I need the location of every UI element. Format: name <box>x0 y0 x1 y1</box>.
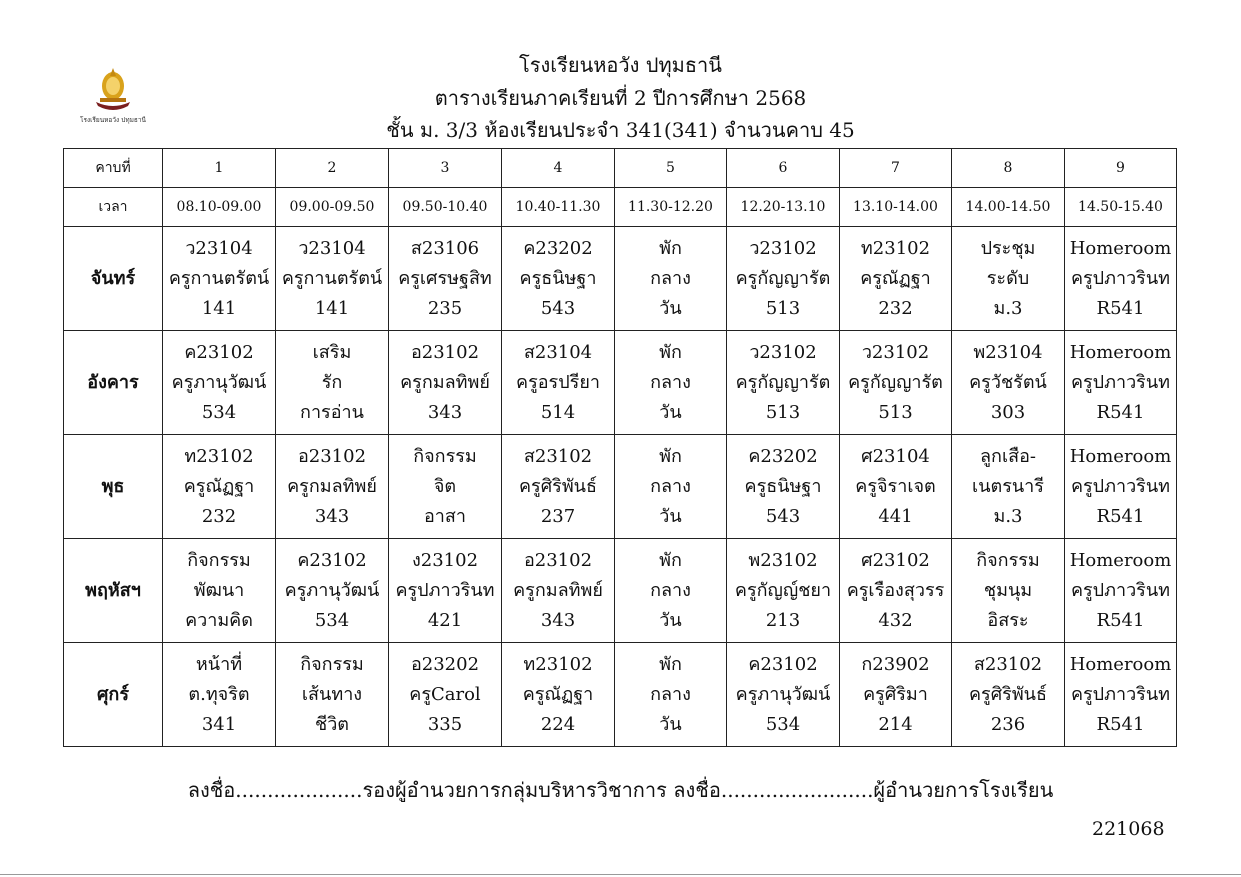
class-cell <box>502 331 615 435</box>
cell-line: 513 <box>878 401 913 423</box>
cell-line: ครูภานุวัฒน์ <box>284 579 380 601</box>
cell-line: กลาง <box>650 683 691 705</box>
cell-line: ครูภานุวัฒน์ <box>171 371 267 393</box>
cell-line: ครูปภาวรินท <box>1070 475 1171 497</box>
cell-line: 141 <box>201 297 237 319</box>
class-cell <box>502 539 615 643</box>
cell-line: กลาง <box>650 371 691 393</box>
cell-line: อ23102 <box>297 445 367 467</box>
period-number: 4 <box>502 149 615 188</box>
cell-line: ครูปภาวรินท <box>395 579 495 601</box>
cell-line: 441 <box>878 505 913 527</box>
period-number: 6 <box>727 149 840 188</box>
class-cell <box>952 331 1065 435</box>
cell-line: เสริม <box>312 341 352 363</box>
cell-line: วัน <box>659 297 682 319</box>
class-cell <box>952 435 1065 539</box>
cell-line: Homeroom <box>1069 237 1172 259</box>
cell-line: ค23102 <box>184 341 254 363</box>
cell-line: R541 <box>1096 609 1145 631</box>
class-cell <box>840 539 952 643</box>
page-bottom-divider <box>0 874 1241 875</box>
cell-line: ครูปภาวรินท <box>1070 579 1171 601</box>
class-cell <box>952 643 1065 747</box>
class-cell <box>502 643 615 747</box>
class-cell <box>952 539 1065 643</box>
class-cell <box>276 643 389 747</box>
cell-line: 513 <box>765 297 801 319</box>
period-number: 5 <box>615 149 727 188</box>
cell-line: เส้นทาง <box>301 683 363 705</box>
cell-line: 543 <box>765 505 801 527</box>
class-cell <box>389 435 502 539</box>
class-cell <box>1065 331 1177 435</box>
class-cell <box>502 227 615 331</box>
cell-line: 214 <box>878 713 913 735</box>
cell-line: พัฒนา <box>193 579 245 601</box>
day-name: อังคาร <box>64 331 163 435</box>
cell-line: 543 <box>540 297 576 319</box>
document-code: 221068 <box>1092 818 1165 840</box>
class-cell <box>276 227 389 331</box>
cell-line: รัก <box>321 371 343 393</box>
time-slot: 14.00-14.50 <box>952 188 1065 227</box>
cell-line: ม.3 <box>993 297 1023 319</box>
cell-line: ชีวิต <box>314 713 349 735</box>
cell-line: ว23102 <box>749 341 817 363</box>
cell-line: ครูจิราเจต <box>855 475 936 497</box>
class-cell <box>163 643 276 747</box>
class-cell <box>952 227 1065 331</box>
cell-line: 232 <box>201 505 237 527</box>
cell-line: ครูเรืองสุวรร <box>846 579 945 601</box>
term-title: ตารางเรียนภาคเรียนที่ 2 ปีการศึกษา 2568 <box>434 86 807 110</box>
cell-line: R541 <box>1096 505 1145 527</box>
cell-line: ศ23104 <box>861 445 930 467</box>
class-cell <box>727 643 840 747</box>
time-slot: 14.50-15.40 <box>1065 188 1177 227</box>
cell-line: อ23202 <box>410 653 480 675</box>
cell-line: 343 <box>427 401 463 423</box>
cell-line: หน้าที่ <box>195 653 243 675</box>
time-slot: 09.00-09.50 <box>276 188 389 227</box>
cell-line: 513 <box>765 401 801 423</box>
class-cell <box>615 539 727 643</box>
class-cell <box>163 539 276 643</box>
cell-line: จิต <box>433 475 457 497</box>
cell-line: ท23102 <box>860 237 931 259</box>
cell-line: เนตรนารี <box>972 475 1044 497</box>
cell-line: วัน <box>659 401 682 423</box>
cell-line: ก23902 <box>861 653 930 675</box>
schedule-table <box>63 148 1177 747</box>
cell-line: 237 <box>540 505 576 527</box>
cell-line: วัน <box>659 609 682 631</box>
cell-line: ชุมนุม <box>983 579 1033 601</box>
class-cell <box>276 435 389 539</box>
class-cell <box>727 435 840 539</box>
cell-line: อิสระ <box>987 609 1029 631</box>
class-cell <box>389 227 502 331</box>
time-slot: 09.50-10.40 <box>389 188 502 227</box>
class-cell <box>840 435 952 539</box>
cell-line: Homeroom <box>1069 341 1172 363</box>
cell-line: กิจกรรม <box>187 549 251 571</box>
period-number: 2 <box>276 149 389 188</box>
cell-line: R541 <box>1096 713 1145 735</box>
class-cell <box>727 331 840 435</box>
svg-text:โรงเรียนหอวัง ปทุมธานี: โรงเรียนหอวัง ปทุมธานี <box>80 116 146 124</box>
class-cell <box>502 435 615 539</box>
period-header: คาบที่ <box>64 149 163 188</box>
period-number: 8 <box>952 149 1065 188</box>
class-cell <box>1065 643 1177 747</box>
time-row <box>64 188 1177 227</box>
period-number: 9 <box>1065 149 1177 188</box>
cell-line: ครูอรปรียา <box>516 371 600 393</box>
period-row <box>64 149 1177 188</box>
cell-line: 341 <box>201 713 237 735</box>
school-name: โรงเรียนหอวัง ปทุมธานี <box>519 53 722 77</box>
cell-line: ค23102 <box>297 549 367 571</box>
cell-line: ศ23102 <box>861 549 930 571</box>
cell-line: Homeroom <box>1069 653 1172 675</box>
cell-line: 213 <box>765 609 801 631</box>
class-cell <box>389 331 502 435</box>
cell-line: 335 <box>427 713 463 735</box>
cell-line: ครูกานตรัตน์ <box>281 267 383 289</box>
cell-line: อ23102 <box>410 341 480 363</box>
period-number: 7 <box>840 149 952 188</box>
cell-line: ว23104 <box>298 237 366 259</box>
cell-line: ครูณัฏฐา <box>522 683 594 705</box>
cell-line: ครูศิริพันธ์ <box>519 475 597 497</box>
cell-line: ม.3 <box>993 505 1023 527</box>
class-cell <box>1065 539 1177 643</box>
cell-line: พัก <box>659 653 682 675</box>
cell-line: พัก <box>659 445 682 467</box>
cell-line: กลาง <box>650 579 691 601</box>
cell-line: ครูณัฏฐา <box>183 475 255 497</box>
cell-line: 514 <box>540 401 576 423</box>
cell-line: ประชุม <box>980 237 1036 259</box>
cell-line: พัก <box>659 341 682 363</box>
cell-line: ส23102 <box>973 653 1043 675</box>
class-cell <box>389 643 502 747</box>
cell-line: ค23202 <box>748 445 818 467</box>
class-cell <box>1065 435 1177 539</box>
cell-line: 421 <box>427 609 463 631</box>
cell-line: ท23102 <box>523 653 593 675</box>
class-cell <box>727 227 840 331</box>
class-cell <box>615 227 727 331</box>
cell-line: ครูกัญญารัต <box>848 371 943 393</box>
cell-line: ครูปภาวรินท <box>1070 683 1171 705</box>
cell-line: กิจกรรม <box>413 445 477 467</box>
time-slot: 12.20-13.10 <box>727 188 840 227</box>
cell-line: ท23102 <box>184 445 254 467</box>
cell-line: ครูภานุวัฒน์ <box>735 683 831 705</box>
cell-line: ส23104 <box>523 341 593 363</box>
cell-line: กลาง <box>650 267 691 289</box>
time-slot: 13.10-14.00 <box>840 188 952 227</box>
cell-line: 534 <box>765 713 801 735</box>
cell-line: ครูธนิษฐา <box>519 267 597 289</box>
cell-line: ต.ทุจริต <box>188 683 250 705</box>
cell-line: Homeroom <box>1069 445 1172 467</box>
cell-line: R541 <box>1096 401 1145 423</box>
cell-line: ครูเศรษฐสิท <box>398 267 492 289</box>
cell-line: ครูกัญญารัต <box>735 267 831 289</box>
day-name: พฤหัสฯ <box>64 539 163 643</box>
cell-line: 236 <box>990 713 1026 735</box>
cell-line: ครูกัญญารัต <box>735 371 831 393</box>
cell-line: ความคิด <box>185 609 253 631</box>
cell-line: 303 <box>990 401 1026 423</box>
cell-line: 343 <box>314 505 350 527</box>
class-cell <box>163 331 276 435</box>
day-name: ศุกร์ <box>64 643 163 747</box>
cell-line: 343 <box>540 609 576 631</box>
cell-line: กิจกรรม <box>300 653 364 675</box>
day-name: จันทร์ <box>64 227 163 331</box>
cell-line: 534 <box>201 401 237 423</box>
cell-line: ว23104 <box>185 237 253 259</box>
cell-line: กิจกรรม <box>976 549 1040 571</box>
period-number: 1 <box>163 149 276 188</box>
time-header: เวลา <box>64 188 163 227</box>
cell-line: ส23102 <box>523 445 593 467</box>
cell-line: ค23102 <box>748 653 818 675</box>
cell-line: ครูกมลทิพย์ <box>513 579 603 601</box>
class-cell <box>840 643 952 747</box>
cell-line: พ23104 <box>973 341 1043 363</box>
class-cell <box>840 331 952 435</box>
cell-line: ครูณัฏฐา <box>860 267 931 289</box>
day-row <box>64 331 1177 435</box>
cell-line: 432 <box>878 609 913 631</box>
cell-line: ครูCarol <box>409 683 481 705</box>
cell-line: ครูกานตรัตน์ <box>168 267 270 289</box>
class-cell <box>727 539 840 643</box>
cell-line: อาสา <box>423 505 466 527</box>
cell-line: ครูศิริมา <box>863 683 928 705</box>
day-row <box>64 539 1177 643</box>
cell-line: ง23102 <box>411 549 479 571</box>
day-name: พุธ <box>64 435 163 539</box>
cell-line: ครูปภาวรินท <box>1070 371 1171 393</box>
class-cell <box>163 435 276 539</box>
cell-line: ครูวัชรัตน์ <box>969 371 1047 393</box>
cell-line: วัน <box>659 713 682 735</box>
period-number: 3 <box>389 149 502 188</box>
cell-line: 141 <box>314 297 350 319</box>
cell-line: 224 <box>540 713 576 735</box>
cell-line: ครูกมลทิพย์ <box>400 371 490 393</box>
time-slot: 08.10-09.00 <box>163 188 276 227</box>
cell-line: ระดับ <box>986 267 1030 289</box>
time-slot: 11.30-12.20 <box>615 188 727 227</box>
class-cell <box>1065 227 1177 331</box>
cell-line: พ23102 <box>748 549 818 571</box>
cell-line: ครูปภาวรินท <box>1070 267 1171 289</box>
class-cell <box>163 227 276 331</box>
cell-line: 534 <box>314 609 350 631</box>
cell-line: ว23102 <box>749 237 817 259</box>
class-info: ชั้น ม. 3/3 ห้องเรียนประจำ 341(341) จำนวนคาบ 45 <box>386 118 855 142</box>
cell-line: 232 <box>878 297 913 319</box>
time-slot: 10.40-11.30 <box>502 188 615 227</box>
cell-line: ค23202 <box>523 237 593 259</box>
cell-line: ส23106 <box>410 237 480 259</box>
cell-line: การอ่าน <box>300 401 364 423</box>
cell-line: ว23102 <box>861 341 930 363</box>
cell-line: R541 <box>1096 297 1145 319</box>
cell-line: 235 <box>427 297 463 319</box>
cell-line: ครูกัญญ์ชยา <box>734 579 832 601</box>
cell-line: ครูธนิษฐา <box>744 475 822 497</box>
day-row <box>64 643 1177 747</box>
signature-line: ลงชื่อ....................รองผู้อำนวยการกลุ่มบริหารวิชาการ ลงชื่อ........................ผู้อำนวยการโรงเรียน <box>187 778 1054 802</box>
cell-line: Homeroom <box>1069 549 1172 571</box>
cell-line: อ23102 <box>523 549 593 571</box>
cell-line: พัก <box>659 237 682 259</box>
cell-line: ครูกมลทิพย์ <box>287 475 377 497</box>
class-cell <box>840 227 952 331</box>
day-row <box>64 435 1177 539</box>
cell-line: พัก <box>659 549 682 571</box>
cell-line: ครูศิริพันธ์ <box>969 683 1047 705</box>
cell-line: ลูกเสือ- <box>980 445 1036 467</box>
cell-line: วัน <box>659 505 682 527</box>
class-cell <box>276 331 389 435</box>
day-row <box>64 227 1177 331</box>
class-cell <box>615 331 727 435</box>
class-cell <box>276 539 389 643</box>
class-cell <box>615 643 727 747</box>
class-cell <box>389 539 502 643</box>
cell-line: กลาง <box>650 475 691 497</box>
class-cell <box>615 435 727 539</box>
